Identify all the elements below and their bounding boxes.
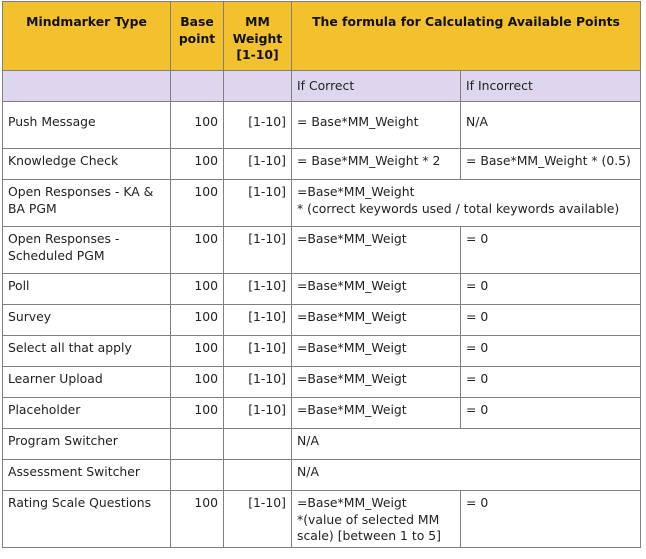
- cell-if-incorrect: = 0: [461, 305, 641, 336]
- cell-formula: N/A: [292, 429, 641, 460]
- cell-base-point: 100: [171, 398, 224, 429]
- cell-base-point: 100: [171, 491, 224, 548]
- cell-if-correct: =Base*MM_Weigt: [292, 274, 461, 305]
- points-table: [2, 1, 641, 548]
- cell-mm-weight: [1-10]: [224, 398, 292, 429]
- points-table-container: [2, 1, 641, 548]
- cell-if-correct: =Base*MM_Weigt: [292, 305, 461, 336]
- cell-base-point: 100: [171, 180, 224, 227]
- table-row: [3, 429, 641, 460]
- table-row: [3, 398, 641, 429]
- subheader-empty: [3, 71, 171, 102]
- cell-base-point: 100: [171, 274, 224, 305]
- subheader-empty: [224, 71, 292, 102]
- cell-if-incorrect: = Base*MM_Weight * (0.5): [461, 149, 641, 180]
- cell-if-correct: =Base*MM_Weigt: [292, 367, 461, 398]
- cell-if-incorrect: = 0: [461, 227, 641, 274]
- subheader-empty: [171, 71, 224, 102]
- cell-mindmarker-type: Learner Upload: [3, 367, 171, 398]
- cell-mm-weight: [1-10]: [224, 180, 292, 227]
- table-row: [3, 180, 641, 227]
- cell-if-incorrect: = 0: [461, 398, 641, 429]
- table-row: [3, 149, 641, 180]
- cell-if-correct: =Base*MM_Weigt: [292, 336, 461, 367]
- cell-if-correct: =Base*MM_Weigt: [292, 227, 461, 274]
- table-row: [3, 305, 641, 336]
- cell-mindmarker-type: Rating Scale Questions: [3, 491, 171, 548]
- cell-mindmarker-type: Poll: [3, 274, 171, 305]
- cell-if-incorrect: = 0: [461, 491, 641, 548]
- header-formula: The formula for Calculating Available Points: [292, 2, 641, 71]
- cell-if-incorrect: = 0: [461, 367, 641, 398]
- table-row: [3, 102, 641, 149]
- cell-mm-weight: [1-10]: [224, 227, 292, 274]
- cell-mm-weight: [224, 429, 292, 460]
- cell-base-point: 100: [171, 102, 224, 149]
- cell-mindmarker-type: Open Responses - Scheduled PGM: [3, 227, 171, 274]
- cell-formula: N/A: [292, 460, 641, 491]
- cell-mindmarker-type: Placeholder: [3, 398, 171, 429]
- cell-mindmarker-type: Survey: [3, 305, 171, 336]
- cell-mm-weight: [224, 460, 292, 491]
- cell-mindmarker-type: Open Responses - KA & BA PGM: [3, 180, 171, 227]
- table-row: [3, 274, 641, 305]
- cell-mindmarker-type: Select all that apply: [3, 336, 171, 367]
- header-mindmarker-type: Mindmarker Type: [3, 2, 171, 71]
- cell-mm-weight: [1-10]: [224, 149, 292, 180]
- cell-mm-weight: [1-10]: [224, 305, 292, 336]
- cell-base-point: 100: [171, 149, 224, 180]
- cell-mm-weight: [1-10]: [224, 491, 292, 548]
- cell-mindmarker-type: Push Message: [3, 102, 171, 149]
- subheader-row: [3, 71, 641, 102]
- table-row: [3, 491, 641, 548]
- cell-if-incorrect: N/A: [461, 102, 641, 149]
- cell-mindmarker-type: Knowledge Check: [3, 149, 171, 180]
- cell-base-point: [171, 460, 224, 491]
- cell-mm-weight: [1-10]: [224, 102, 292, 149]
- cell-formula: =Base*MM_Weight * (correct keywords used / total keywords available): [292, 180, 641, 227]
- cell-if-correct: = Base*MM_Weight: [292, 102, 461, 149]
- cell-base-point: [171, 429, 224, 460]
- cell-base-point: 100: [171, 305, 224, 336]
- cell-if-incorrect: = 0: [461, 274, 641, 305]
- table-row: [3, 460, 641, 491]
- header-base-point: Base point: [171, 2, 224, 71]
- cell-base-point: 100: [171, 367, 224, 398]
- cell-base-point: 100: [171, 336, 224, 367]
- cell-if-correct: =Base*MM_Weigt *(value of selected MM scale) [between 1 to 5]: [292, 491, 461, 548]
- header-mm-weight: MM Weight [1-10]: [224, 2, 292, 71]
- cell-mm-weight: [1-10]: [224, 336, 292, 367]
- subheader-if-correct: If Correct: [292, 71, 461, 102]
- table-row: [3, 227, 641, 274]
- table-row: [3, 336, 641, 367]
- cell-base-point: 100: [171, 227, 224, 274]
- subheader-if-incorrect: If Incorrect: [461, 71, 641, 102]
- cell-mm-weight: [1-10]: [224, 274, 292, 305]
- cell-if-incorrect: = 0: [461, 336, 641, 367]
- cell-mm-weight: [1-10]: [224, 367, 292, 398]
- cell-mindmarker-type: Program Switcher: [3, 429, 171, 460]
- cell-if-correct: = Base*MM_Weight * 2: [292, 149, 461, 180]
- table-row: [3, 367, 641, 398]
- cell-mindmarker-type: Assessment Switcher: [3, 460, 171, 491]
- cell-if-correct: =Base*MM_Weigt: [292, 398, 461, 429]
- header-row: [3, 2, 641, 71]
